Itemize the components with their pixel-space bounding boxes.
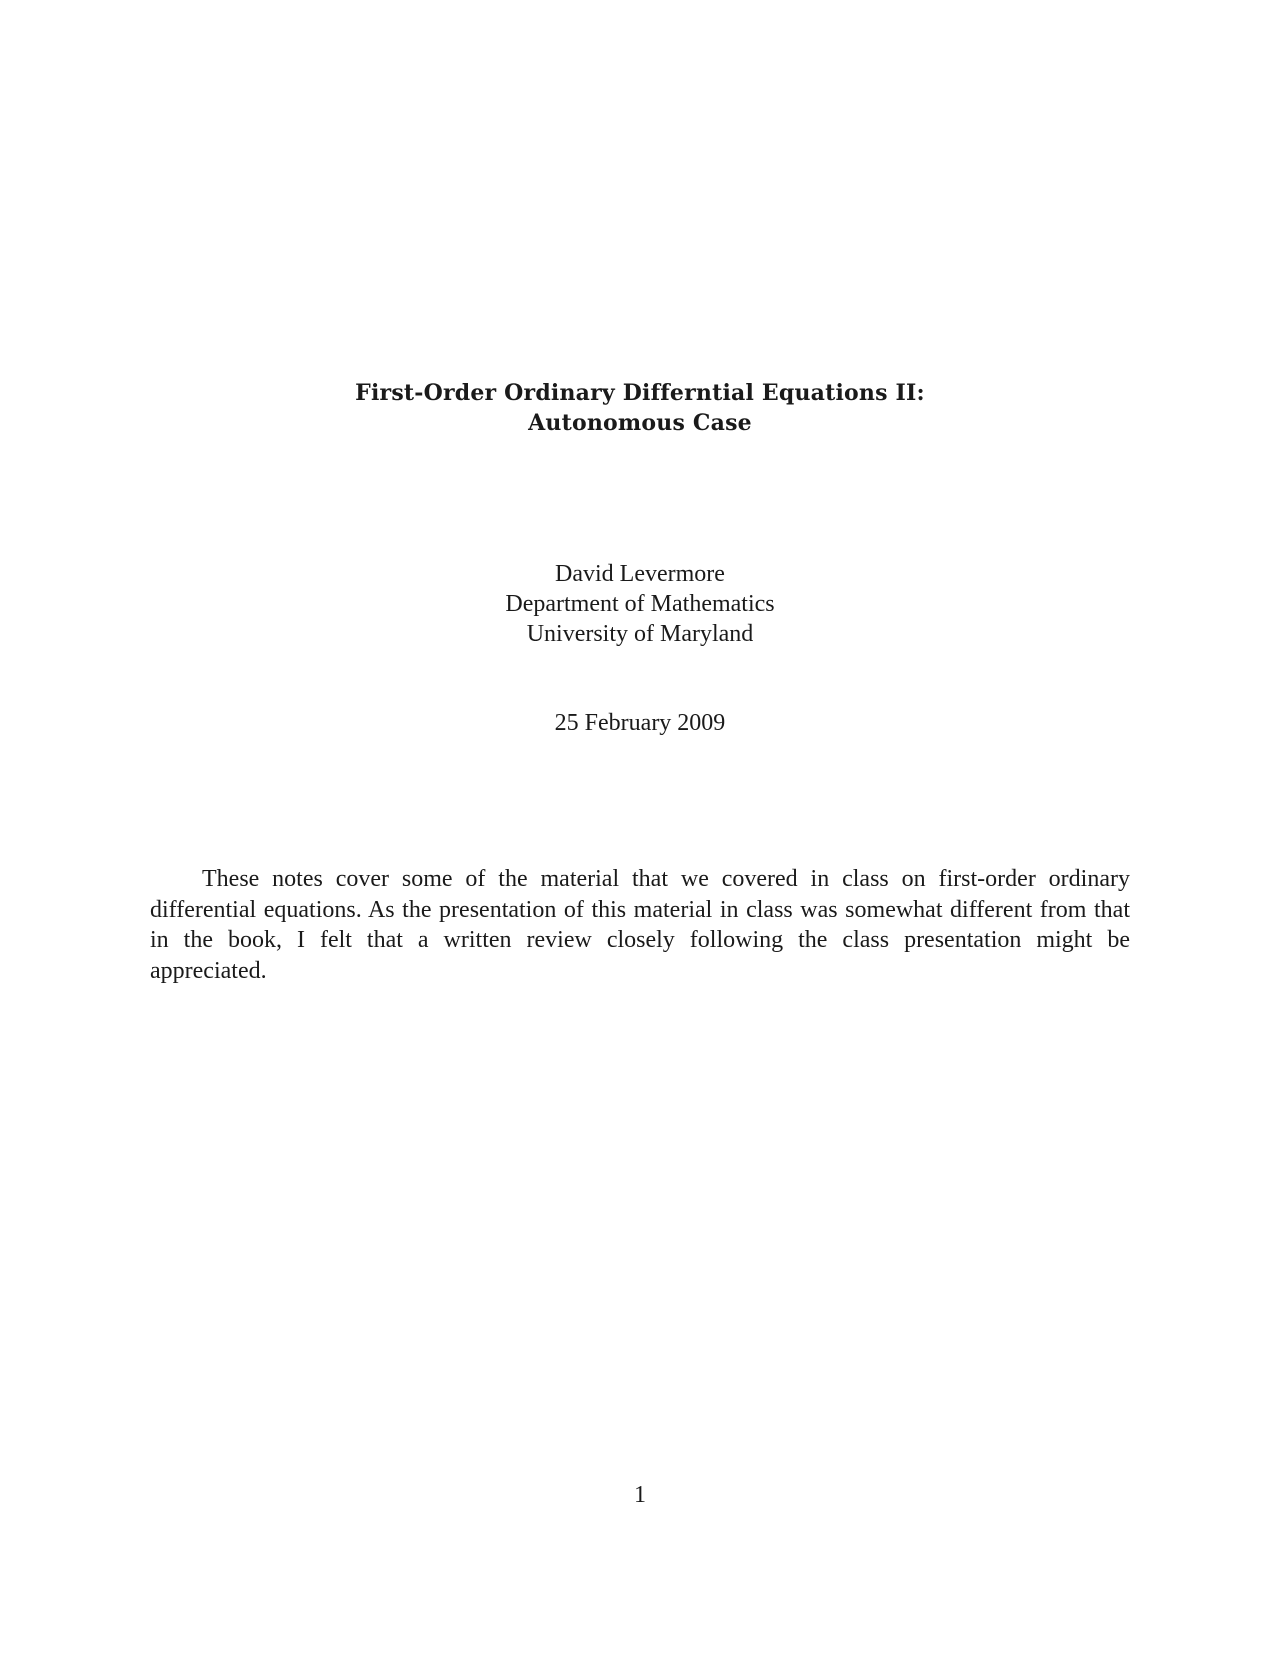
author-block — [0, 559, 1280, 649]
document-title — [0, 378, 1280, 438]
document-date: 25 February 2009 — [554, 710, 726, 736]
title-line-1: First-Order Ordinary Differntial Equations II: — [355, 380, 925, 406]
intro-paragraph: These notes cover some of the material that we covered in class on first-order ordinary differential equations. As the presentation of this material in class was somewhat different from that in the book, I felt that a written review closely following the class presentation might be appreciated. — [150, 866, 1130, 984]
page-number: 1 — [634, 1482, 646, 1508]
author-name: David Levermore — [555, 561, 725, 587]
author-department: Department of Mathematics — [505, 591, 775, 617]
author-university: University of Maryland — [526, 621, 754, 647]
title-line-2: Autonomous Case — [528, 410, 752, 436]
